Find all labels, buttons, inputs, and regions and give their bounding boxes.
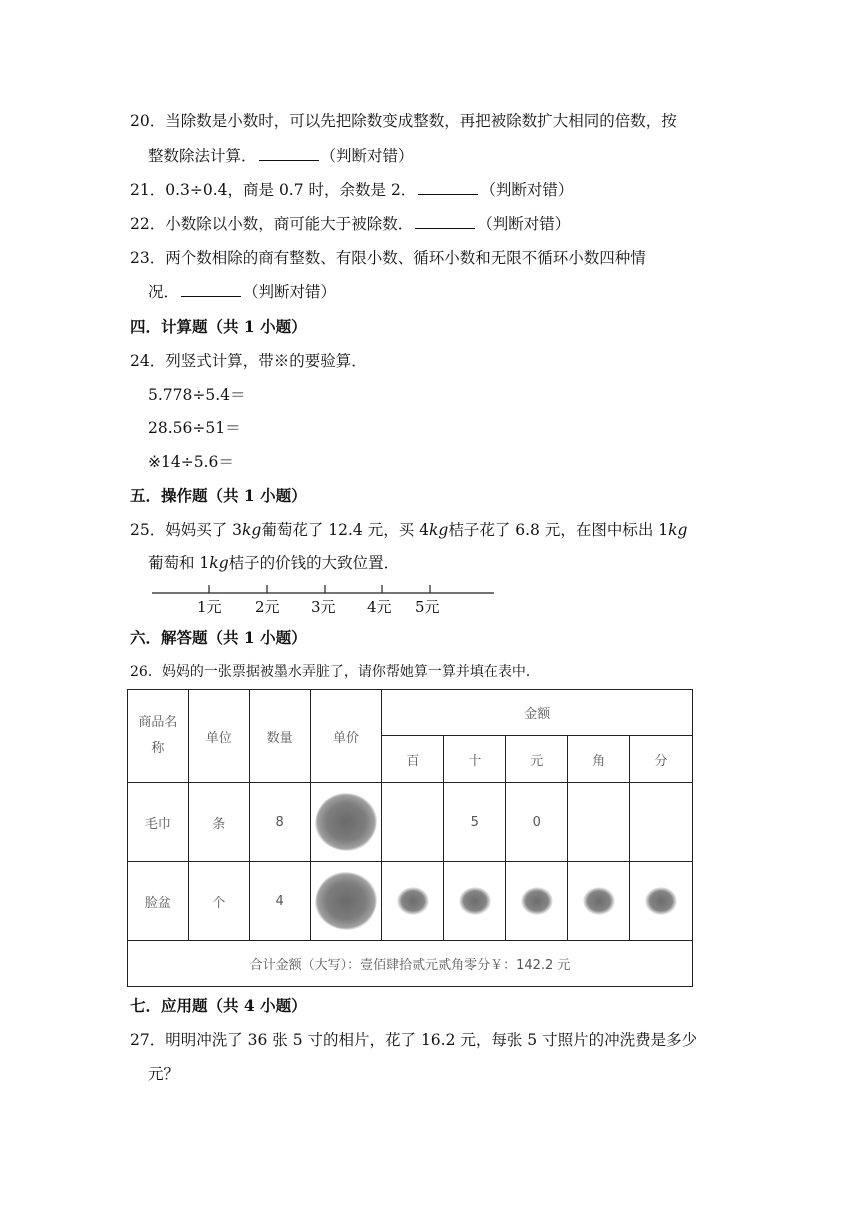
header-unit-price: 单价: [310, 690, 382, 783]
header-yuan: 元: [506, 736, 568, 783]
q20-suffix: （判断对错）: [320, 147, 414, 165]
row2-jiao-blot: [568, 862, 630, 941]
header-jiao: 角: [568, 736, 630, 783]
section-4-heading: 四．计算题（共 1 小题）: [130, 317, 307, 336]
ink-blot-icon: [315, 872, 377, 930]
row1-fen[interactable]: [630, 783, 693, 862]
q25-text-b: 葡萄花了 12.4 元，买 4: [261, 521, 429, 539]
ink-blot-icon: [397, 887, 429, 915]
q27-line1: 27．明明冲洗了 36 张 5 寸的相片，花了 16.2 元，每张 5 寸照片的冲洗费是多少: [130, 1031, 698, 1049]
tick-label-3: 3元: [311, 598, 336, 616]
q25-text-e: 桔子的价钱的大致位置．: [228, 554, 400, 572]
q25-unit-kg-1: kg: [242, 521, 262, 539]
q24-title: 24．列竖式计算，带※的要验算．: [130, 352, 367, 370]
q23-line2: [148, 282, 336, 302]
header-hundred: 百: [382, 736, 444, 783]
q26-title: 26．妈妈的一张票据被墨水弄脏了，请你帮她算一算并填在表中．: [130, 664, 540, 680]
table-row: [128, 862, 693, 941]
q21-suffix: （判断对错）: [480, 181, 574, 199]
q24-expression-2: 28.56÷51＝: [148, 419, 241, 437]
ink-blot-icon: [645, 887, 677, 915]
row2-unit: 个: [188, 862, 249, 941]
header-fen: 分: [630, 736, 693, 783]
header-unit: 单位: [188, 690, 249, 783]
q24-expression-1: 5.778÷5.4＝: [148, 386, 246, 404]
row2-hundred-blot: [382, 862, 444, 941]
q24-expression-3: ※14÷5.6＝: [148, 453, 234, 471]
tick-label-5: 5元: [415, 598, 440, 616]
row1-ten: 5: [444, 783, 506, 862]
row2-name: 脸盆: [128, 862, 189, 941]
q25-text-c: 桔子花了 6.8 元，在图中标出 1: [448, 521, 669, 539]
ink-blot-icon: [459, 887, 491, 915]
q25-text-a: 25．妈妈买了 3: [130, 521, 243, 539]
q23-text: 况．: [148, 283, 180, 301]
q20-line1: 20．当除数是小数时，可以先把除数变成整数，再把被除数扩大相同的倍数，按: [130, 112, 677, 130]
section-7-heading: 七．应用题（共 4 小题）: [130, 996, 307, 1015]
row1-quantity: 8: [249, 783, 310, 862]
row1-unit: 条: [188, 783, 249, 862]
row1-jiao[interactable]: [568, 783, 630, 862]
q20-line2: [148, 146, 414, 166]
q22-suffix: （判断对错）: [477, 215, 571, 233]
q22-text: 22．小数除以小数，商可能大于被除数．: [130, 215, 414, 233]
price-number-line[interactable]: [152, 582, 494, 622]
section-5-heading: 五．操作题（共 1 小题）: [130, 486, 307, 505]
row1-name: 毛巾: [128, 783, 189, 862]
q23-answer-blank[interactable]: [181, 282, 241, 297]
header-amount: 金额: [382, 690, 693, 736]
tick-label-4: 4元: [367, 598, 392, 616]
receipt-table: [127, 689, 693, 987]
header-item-name: 商品名称: [128, 690, 189, 783]
q25-unit-kg-4: kg: [209, 554, 229, 572]
tick-label-2: 2元: [255, 598, 280, 616]
row2-quantity: 4: [249, 862, 310, 941]
q21-line: [130, 180, 573, 200]
q25-unit-kg-3: kg: [668, 521, 688, 539]
table-row: [128, 783, 693, 862]
row1-hundred[interactable]: [382, 783, 444, 862]
tick-label-1: 1元: [197, 598, 222, 616]
q22-line: [130, 214, 570, 234]
q21-text: 21．0.3÷0.4，商是 0.7 时，余数是 2．: [130, 181, 417, 199]
row1-yuan: 0: [506, 783, 568, 862]
q20-answer-blank[interactable]: [259, 146, 319, 161]
total-amount: 合计金额（大写）：壹佰肆拾贰元贰角零分￥：142.2 元: [128, 941, 693, 987]
ink-blot-icon: [521, 887, 553, 915]
row2-yuan-blot: [506, 862, 568, 941]
row2-price-ink-blot: [310, 862, 382, 941]
q20-text: 整数除法计算．: [148, 147, 257, 165]
q25-line2: [148, 553, 399, 573]
row2-ten-blot: [444, 862, 506, 941]
header-ten: 十: [444, 736, 506, 783]
q25-text-d: 葡萄和 1: [148, 554, 210, 572]
q23-line1: 23．两个数相除的商有整数、有限小数、循环小数和无限不循环小数四种情: [130, 249, 646, 267]
q22-answer-blank[interactable]: [415, 214, 475, 229]
q25-line1: [130, 520, 687, 540]
header-quantity: 数量: [249, 690, 310, 783]
row1-price-ink-blot: [310, 783, 382, 862]
ink-blot-icon: [583, 887, 615, 915]
q27-line2: 元？: [148, 1065, 180, 1083]
q21-answer-blank[interactable]: [418, 180, 478, 195]
section-6-heading: 六．解答题（共 1 小题）: [130, 628, 307, 647]
ink-blot-icon: [315, 793, 377, 851]
row2-fen-blot: [630, 862, 693, 941]
q25-unit-kg-2: kg: [429, 521, 449, 539]
q23-suffix: （判断对错）: [243, 283, 337, 301]
